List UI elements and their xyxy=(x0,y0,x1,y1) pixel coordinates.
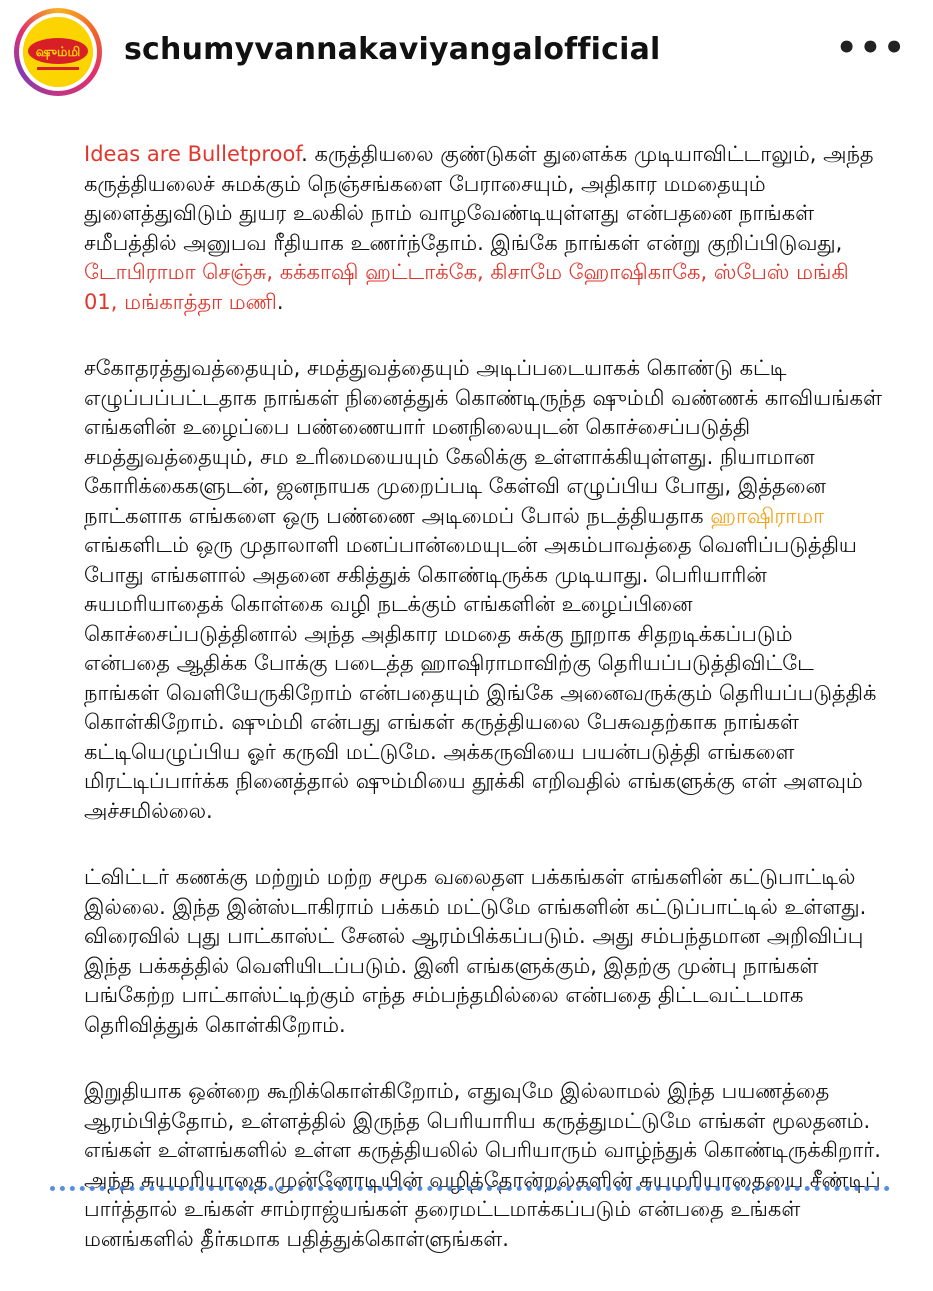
ideas-bulletproof-phrase: Ideas are Bulletproof xyxy=(84,142,302,166)
caption-paragraph-4: இறுதியாக ஒன்றை கூறிக்கொள்கிறோம், எதுவுமே இல்லாமல் இந்த பயணத்தை ஆரம்பித்தோம், உள்ளத்தில் இருந்த பெரியாரிய கருத்துமட்டுமே எங்கள் மூலதனம். எங்கள் உள்ளங்களில் உள்ள கருத்தியலில் பெரியாரும் வாழ்ந்துக் கொண்டிருக்கிறார். அந்த சுயமரியாதை முன்னோடியின் வழித்தோன்றல்களின் சுயமரியாதையை சீண்டிப் பார்த்தால் உங்கள் சாம்ராஜ்யங்கள் தரைமட்டமாக்கப்படும் என்பதை உங்கள் மனங்களில் தீர்கமாக பதித்துக்கொள்ளுங்கள். xyxy=(84,1079,881,1251)
story-ring[interactable] xyxy=(14,8,102,96)
paragraph-1-body: . கருத்தியலை குண்டுகள் துளைக்க முடியாவிட்டாலும், அந்த கருத்தியலைச் சுமக்கும் நெஞ்சங்களை பேராசையும், அதிகார மமதையும் துளைத்துவிடும் துயர உலகில் நாம் வாழவேண்டியுள்ளது என்பதனை நாங்கள் சமீபத்தில் அனுபவ ரீதியாக உணர்ந்தோம். இங்கே நாங்கள் என்று குறிப்பிடுவது, xyxy=(84,142,874,255)
caption-paragraph-2 xyxy=(84,354,884,826)
caption-paragraph-3: ட்விட்டர் கணக்கு மற்றும் மற்ற சமூக வலைதள பக்கங்கள் எங்களின் கட்டுபாட்டில் இல்லை. இந்த இன்ஸ்டாகிராம் பக்கம் மட்டுமே எங்களின் கட்டுப்பாட்டில் உள்ளது. விரைவில் புது பாட்காஸ்ட் சேனல் ஆரம்பிக்கப்படும். அது சம்பந்தமான அறிவிப்பு இந்த பக்கத்தில் வெளியிடப்படும். இனி எங்களுக்கும், இதற்கு முன்பு நாங்கள் பங்கேற்ற பாட்காஸ்ட்டிற்கும் எந்த சம்பந்தமில்லை என்பதை திட்டவட்டமாக தெரிவித்துக் கொள்கிறோம். xyxy=(84,865,867,1037)
post-header xyxy=(0,0,933,108)
avatar[interactable] xyxy=(23,17,93,87)
paragraph-1-end: . xyxy=(276,289,284,314)
member-names: டோபிராமா செஞ்சு, கக்காஷி ஹட்டாக்கே, கிசாமே ஹோஷிகாகே, ஸ்பேஸ் மங்கி 01, மங்காத்தா மணி xyxy=(84,260,849,314)
caption-paragraph-1 xyxy=(84,140,884,317)
username-link[interactable]: schumyvannakaviyangalofficial xyxy=(124,32,661,67)
paragraph-2-part-1: சகோதரத்துவத்தையும், சமத்துவத்தையும் அடிப்படையாகக் கொண்டு கட்டி எழுப்பப்பட்டதாக நாங்கள் நினைத்துக் கொண்டிருந்த ஷும்மி வண்ணக் காவியங்கள் எங்களின் உழைப்பை பண்ணையார் மனநிலையுடன் கொச்சைப்படுத்தி சமத்துவத்தையும், சம உரிமையையும் கேலிக்கு உள்ளாக்கியுள்ளது. நியாமான கோரிக்கைகளுடன், ஜனநாயக முறைப்படி கேள்வி எழுப்பிய போது, இத்தனை நாட்களாக எங்களை ஒரு பண்ணை அடிமைப் போல் நடத்தியதாக xyxy=(84,356,882,528)
post-caption xyxy=(84,140,884,1291)
more-options-icon[interactable]: ••• xyxy=(835,28,907,68)
avatar-logo-icon xyxy=(23,17,93,87)
paragraph-2-part-2: எங்களிடம் ஒரு முதாலாளி மனப்பான்மையுடன் அகம்பாவத்தை வெளிப்படுத்திய போது எங்களால் அதனை சகித்துக் கொண்டிருக்க முடியாது. பெரியாரின் சுயமரியாதைக் கொள்கை வழி நடக்கும் எங்களின் உழைப்பினை கொச்சைப்படுத்தினால் அந்த அதிகார மமதை சுக்கு நூறாக சிதறடிக்கப்படும் என்பதை ஆதிக்க போக்கு படைத்த ஹாஷிராமாவிற்கு தெரியப்படுத்திவிட்டே நாங்கள் வெளியேருகிறோம் என்பதையும் இங்கே அனைவருக்கும் தெரியப்படுத்திக் கொள்கிறோம். ஷும்மி என்பது எங்கள் கருத்தியலை பேசுவதற்காக நாங்கள் கட்டியெழுப்பிய ஓர் கருவி மட்டுமே. அக்கருவியை பயன்படுத்தி எங்களை மிரட்டிப்பார்க்க நினைத்தால் ஷும்மியை தூக்கி எறிவதில் எங்களுக்கு எள் அளவும் அச்சமில்லை. xyxy=(84,533,877,823)
avatar-logo-text: ஷும்மி xyxy=(35,45,81,60)
cropped-link-text xyxy=(0,1186,933,1200)
highlighted-name: ஹாஷிராமா xyxy=(710,503,825,528)
cropped-link-line xyxy=(50,1186,890,1197)
avatar-frame xyxy=(19,13,97,91)
